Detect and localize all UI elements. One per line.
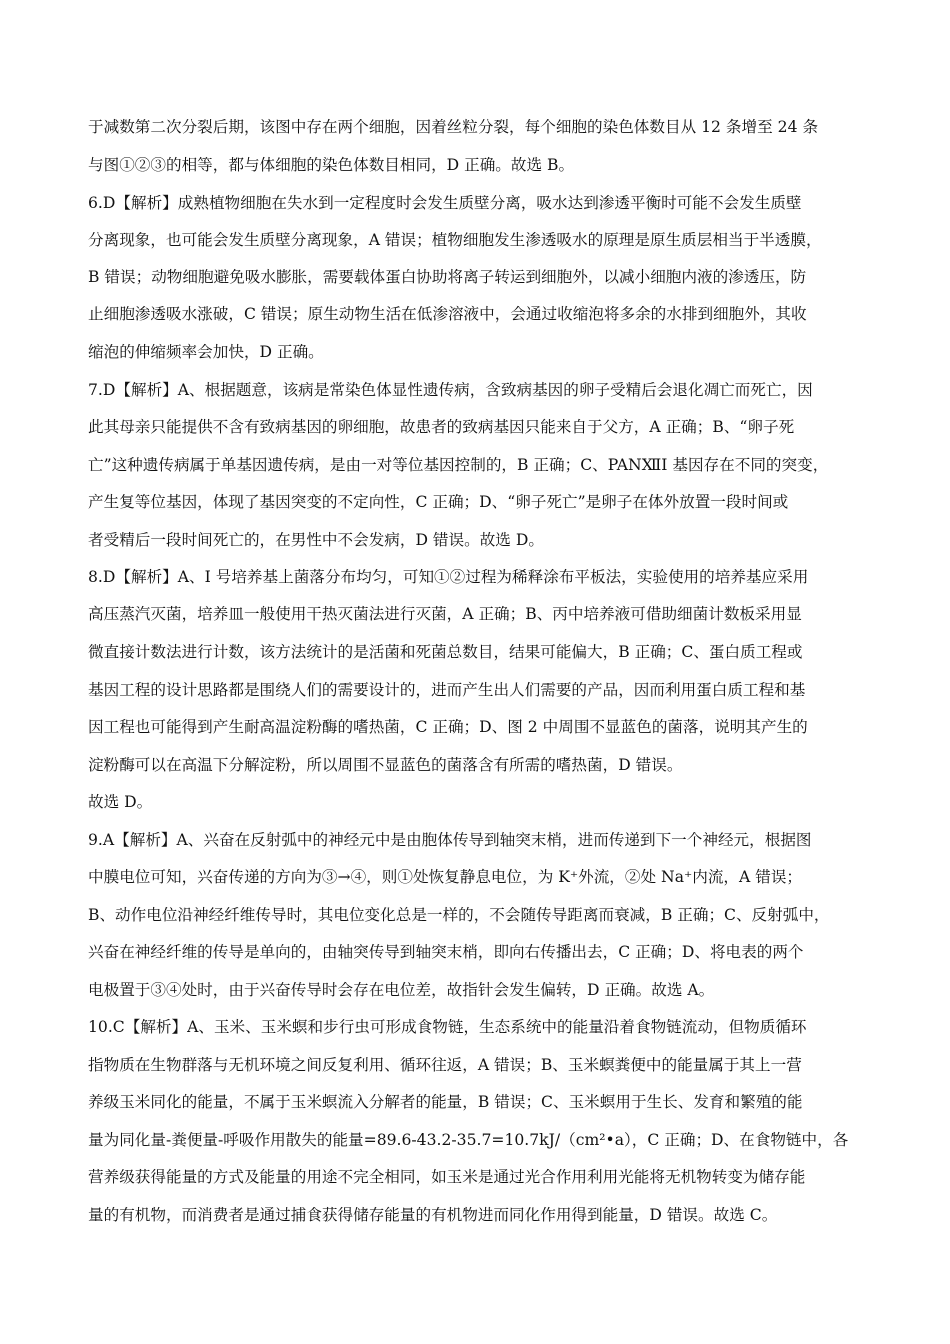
text-line: 故选 D。 [88, 793, 153, 811]
text-line: B 错误；动物细胞避免吸水膨胀，需要载体蛋白协助将离子转运到细胞外，以减小细胞内液的渗透压，防 [88, 268, 807, 286]
text-line: 10.C【解析】A、玉米、玉米螟和步行虫可形成食物链，生态系统中的能量沿着食物链流动，但物质循环 [88, 1018, 807, 1036]
text-line: 8.D【解析】A、I 号培养基上菌落分布均匀，可知①②过程为稀释涂布平板法，实验使用的培养基应采用 [88, 568, 809, 586]
text-line: 兴奋在神经纤维的传导是单向的，由轴突传导到轴突末梢，即向右传播出去，C 正确；D、将电表的两个 [88, 943, 804, 961]
text-line: 基因工程的设计思路都是围绕人们的需要设计的，进而产生出人们需要的产品，因而利用蛋白质工程和基 [88, 681, 806, 699]
text-line: 亡”这种遗传病属于单基因遗传病，是由一对等位基因控制的，B 正确；C、PANⅫI 基因存在不同的突变， [88, 456, 829, 474]
text-line: B、动作电位沿神经纤维传导时，其电位变化总是一样的，不会随传导距离而衰减，B 正确；C、反射弧中， [88, 906, 830, 924]
text-line: 营养级获得能量的方式及能量的用途不完全相同，如玉米是通过光合作用利用光能将无机物转变为储存能 [88, 1168, 806, 1186]
text-line: 9.A【解析】A、兴奋在反射弧中的神经元中是由胞体传导到轴突末梢，进而传递到下一个神经元，根据图 [88, 831, 812, 849]
text-line: 高压蒸汽灭菌，培养皿一般使用干热灭菌法进行灭菌，A 正确；B、丙中培养液可借助细菌计数板采用显 [88, 605, 802, 623]
text-line: 止细胞渗透吸水涨破，C 错误；原生动物生活在低渗溶液中，会通过收缩泡将多余的水排到细胞外，其收 [88, 305, 807, 323]
text-line: 6.D【解析】成熟植物细胞在失水到一定程度时会发生质壁分离，吸水达到渗透平衡时可能不会发生质壁 [88, 194, 802, 212]
text-line: 于减数第二次分裂后期，该图中存在两个细胞，因着丝粒分裂，每个细胞的染色体数目从 12 条增至 24 条 [88, 118, 819, 136]
text-line: 养级玉米同化的能量，不属于玉米螟流入分解者的能量，B 错误；C、玉米螟用于生长、发育和繁殖的能 [88, 1093, 803, 1111]
text-line: 者受精后一段时间死亡的，在男性中不会发病，D 错误。故选 D。 [88, 531, 544, 549]
text-line: 缩泡的伸缩频率会加快，D 正确。 [88, 343, 324, 361]
text-line: 此其母亲只能提供不含有致病基因的卵细胞，故患者的致病基因只能来自于父方，A 正确；B、“卵子死 [88, 418, 795, 436]
text-line: 与图①②③的相等，都与体细胞的染色体数目相同，D 正确。故选 B。 [88, 156, 575, 174]
text-line: 量的有机物，而消费者是通过捕食获得储存能量的有机物进而同化作用得到能量，D 错误。故选 C。 [88, 1206, 778, 1224]
text-line: 产生复等位基因，体现了基因突变的不定向性，C 正确；D、“卵子死亡”是卵子在体外放置一段时间或 [88, 493, 789, 511]
text-line: 淀粉酶可以在高温下分解淀粉，所以周围不显蓝色的菌落含有所需的嗜热菌，D 错误。 [88, 756, 683, 774]
text-line: 量为同化量-粪便量-呼吸作用散失的能量=89.6-43.2-35.7=10.7kJ/（cm²•a），C 正确；D、在食物链中，各 [88, 1131, 849, 1149]
text-line: 7.D【解析】A、根据题意，该病是常染色体显性遗传病，含致病基因的卵子受精后会退化凋亡而死亡，因 [88, 381, 813, 399]
text-line: 电极置于③④处时，由于兴奋传导时会存在电位差，故指针会发生偏转，D 正确。故选 A。 [88, 981, 715, 999]
text-line: 分离现象，也可能会发生质壁分离现象，A 错误；植物细胞发生渗透吸水的原理是原生质层相当于半透膜， [88, 231, 822, 249]
text-line: 因工程也可能得到产生耐高温淀粉酶的嗜热菌，C 正确；D、图 2 中周围不显蓝色的菌落，说明其产生的 [88, 718, 808, 736]
text-line: 中膜电位可知，兴奋传递的方向为③→④，则①处恢复静息电位，为 K⁺外流，②处 Na⁺内流，A 错误； [88, 868, 803, 886]
text-line: 指物质在生物群落与无机环境之间反复利用、循环往返，A 错误；B、玉米螟粪便中的能量属于其上一营 [88, 1056, 802, 1074]
text-line: 微直接计数法进行计数，该方法统计的是活菌和死菌总数目，结果可能偏大，B 正确；C、蛋白质工程或 [88, 643, 803, 661]
